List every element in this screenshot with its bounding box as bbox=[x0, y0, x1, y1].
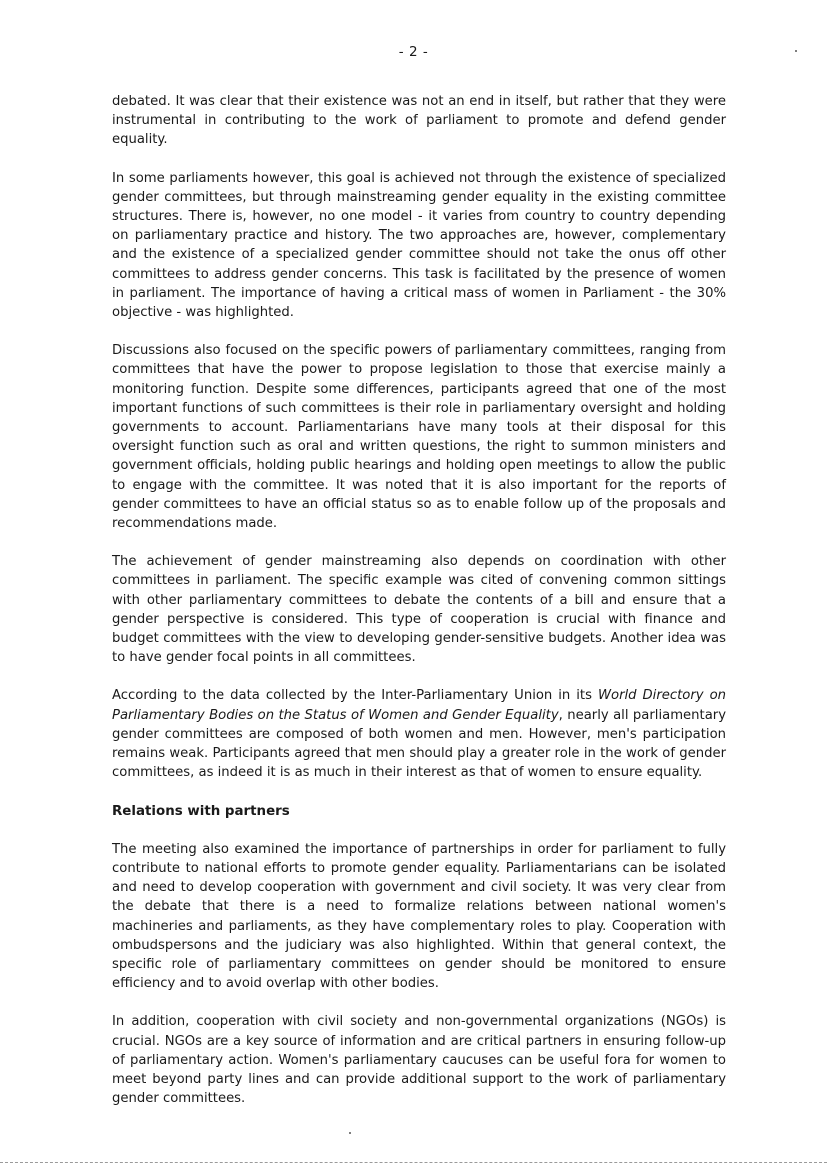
paragraph-2: In some parliaments however, this goal is achieved not through the existence of specialized gender committees, but through mainstreaming gender equality in the existing committee structures. There is, however, no one model - it varies from country to country depending on parliamentary practice and history. The two approaches are, however, complementary and the existence of a specialized gender committee should not take the onus off other committees to address gender concerns. This task is facilitated by the presence of women in parliament. The importance of having a critical mass of women in Parliament - the 30% objective - was highlighted. bbox=[112, 170, 726, 321]
paragraph-5-text-start: According to the data collected by the Inter-Parliamentary Union in its bbox=[112, 688, 598, 704]
scan-speck bbox=[349, 1132, 351, 1134]
paragraph-1: debated. It was clear that their existence was not an end in itself, but rather that they were instrumental in contributing to the work of parliament to promote and defend gender equality. bbox=[112, 94, 726, 148]
paragraph-5-text-end: , nearly all parliamentary gender committees are composed of both women and men. However, men's participation remains weak. Participants agreed that men should play a greater role in the work of gender committees, as indeed it is as much in their interest as that of women to ensure equality. bbox=[112, 707, 726, 781]
document-body bbox=[112, 92, 726, 1127]
publication-title: World Directory on Parliamentary Bodies on the Status of Women and Gender Equality bbox=[112, 688, 726, 723]
scan-speck bbox=[795, 50, 797, 52]
section-heading: Relations with partners bbox=[112, 803, 290, 819]
footer-rule bbox=[0, 1162, 827, 1163]
paragraph-3: Discussions also focused on the specific powers of parliamentary committees, ranging from committees that have the power to propose legislation to those that exercise mainly a monitoring function. Despite some differences, participants agreed that one of the most important functions of such committees is their role in parliamentary oversight and holding governments to account. Parliamentarians have many tools at their disposal for this oversight function such as oral and written questions, the right to summon ministers and government officials, holding public hearings and holding open meetings to allow the public to engage with the committee. It was noted that it is also important for the reports of gender committees to have an official status so as to enable follow up of the proposals and recommendations made. bbox=[112, 343, 726, 532]
paragraph-6: The meeting also examined the importance of partnerships in order for parliament to fully contribute to national efforts to promote gender equality. Parliamentarians can be isolated and need to develop cooperation with government and civil society. It was very clear from the debate that there is a need to formalize relations between national women's machineries and parliaments, as they have complementary roles to play. Cooperation with ombudspersons and the judiciary was also highlighted. Within that general context, the specific role of parliamentary committees on gender should be monitored to ensure efficiency and to avoid overlap with other bodies. bbox=[112, 841, 726, 992]
paragraph-5 bbox=[112, 686, 726, 782]
paragraph-4: The achievement of gender mainstreaming also depends on coordination with other committees in parliament. The specific example was cited of convening common sittings with other parliamentary committees to debate the contents of a bill and ensure that a gender perspective is considered. This type of cooperation is crucial with finance and budget committees with the view to developing gender-sensitive budgets. Another idea was to have gender focal points in all committees. bbox=[112, 554, 726, 666]
paragraph-7: In addition, cooperation with civil society and non-governmental organizations (NGOs) is crucial. NGOs are a key source of information and are critical partners in ensuring follow-up of parliamentary action. Women's parliamentary caucuses can be useful fora for women to meet beyond party lines and can provide additional support to the work of parliamentary gender committees. bbox=[112, 1014, 726, 1107]
page-number: - 2 - bbox=[398, 44, 429, 60]
